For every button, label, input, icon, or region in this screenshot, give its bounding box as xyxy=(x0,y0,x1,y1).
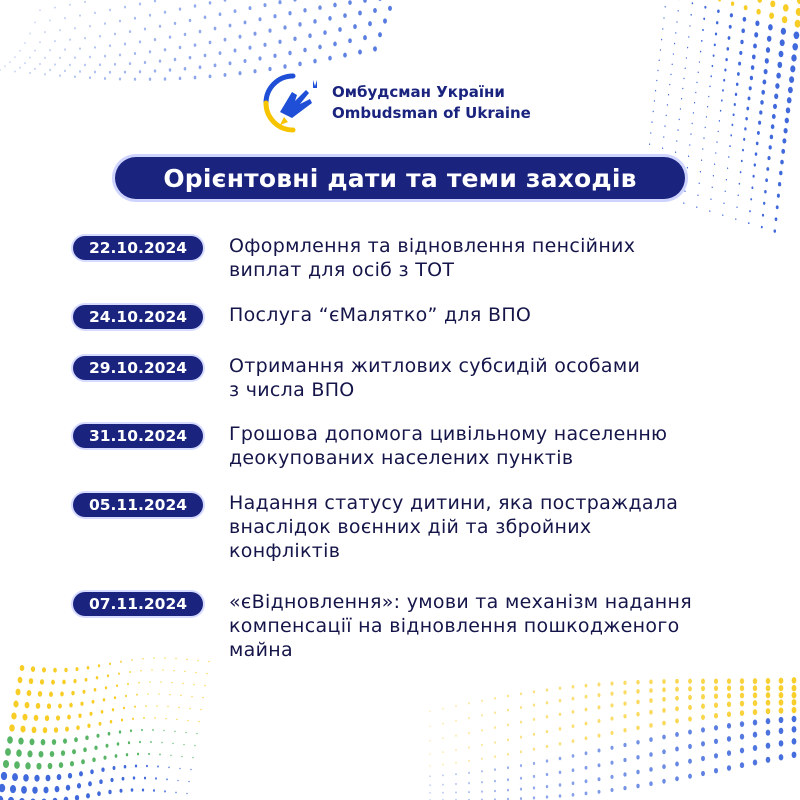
event-topic-line: виплат для осіб з ТОТ xyxy=(229,259,455,281)
event-topic-line: внаслідок воєнних дій та збройних xyxy=(229,516,592,538)
event-date-badge: 29.10.2024 xyxy=(73,356,203,380)
dot-wave-top-left xyxy=(0,0,397,81)
event-topic xyxy=(229,234,729,282)
logo-text xyxy=(332,82,531,124)
event-topic-line: з числа ВПО xyxy=(229,379,355,401)
dot-wave-bottom-left xyxy=(0,657,210,800)
event-topic-line: «єВідновлення»: умови та механізм надання xyxy=(229,591,692,613)
logo-line-ua: Омбудсман України xyxy=(332,83,505,101)
event-date-badge: 24.10.2024 xyxy=(73,305,203,329)
event-date-badge: 07.11.2024 xyxy=(73,592,203,616)
event-topic-line: компенсації на відновлення пошкодженого xyxy=(229,615,680,637)
event-topic xyxy=(229,303,729,327)
event-topic-line: Отримання житлових субсидій особами xyxy=(229,355,641,377)
event-date-badge: 31.10.2024 xyxy=(73,424,203,448)
event-topic xyxy=(229,422,729,470)
event-date-badge: 22.10.2024 xyxy=(73,236,203,260)
logo-line-en: Ombudsman of Ukraine xyxy=(332,104,531,122)
ombudsman-logo xyxy=(262,72,531,134)
event-topic-line: деокупованих населених пунктів xyxy=(229,447,574,469)
event-topic xyxy=(229,354,729,402)
event-topic xyxy=(229,590,729,662)
event-topic-line: Грошова допомога цивільному населенню xyxy=(229,423,668,445)
event-topic-line: майна xyxy=(229,639,293,661)
event-topic-line: конфліктів xyxy=(229,540,341,562)
event-topic xyxy=(229,491,729,563)
dot-wave-bottom-right xyxy=(429,677,800,800)
page-title: Орієнтовні дати та теми заходів xyxy=(115,157,685,199)
event-topic-line: Послуга “єМалятко” для ВПО xyxy=(229,304,532,326)
hand-emblem-icon xyxy=(262,72,324,134)
event-topic-line: Надання статусу дитини, яка постраждала xyxy=(229,492,679,514)
event-topic-line: Оформлення та відновлення пенсійних xyxy=(229,235,636,257)
event-date-badge: 05.11.2024 xyxy=(73,493,203,517)
